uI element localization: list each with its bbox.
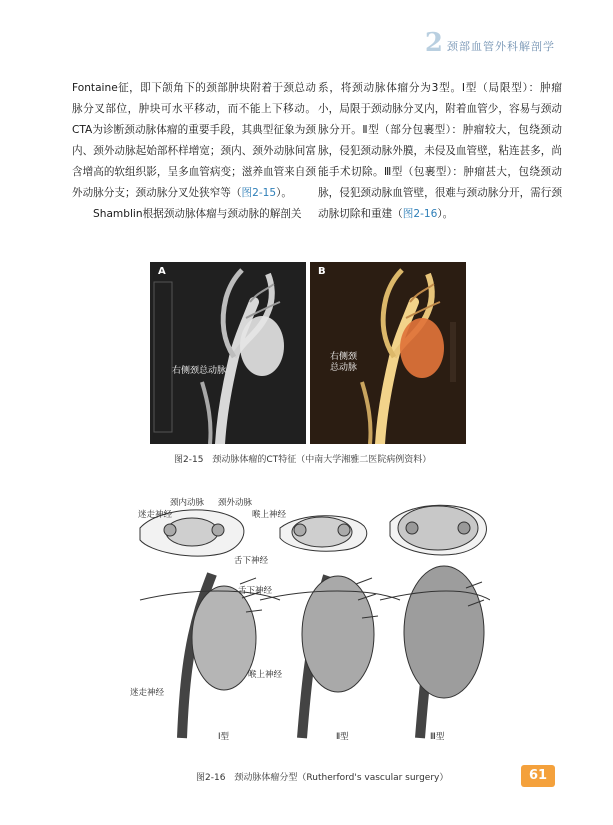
panel-b-letter: B bbox=[318, 266, 326, 277]
label-type-2: Ⅱ型 bbox=[336, 732, 349, 742]
shamblin-classification-drawing bbox=[130, 488, 490, 756]
figure-ref-2-15[interactable]: 图2-15 bbox=[241, 187, 277, 199]
panel-b-label-line1: 右侧颈 bbox=[330, 352, 358, 362]
label-vagus-top: 迷走神经 bbox=[138, 510, 173, 520]
running-header bbox=[425, 30, 555, 56]
ct-image-a bbox=[150, 262, 306, 444]
text-run: ）。 bbox=[437, 208, 454, 220]
ct-panel-b bbox=[310, 262, 466, 444]
panel-a-label: 右侧颈总动脉 bbox=[172, 366, 227, 376]
text-run: Fontaine征，即下颌角下的颈部肿块附着于颈总动脉分叉部位，肿块可水平移动，而不能上下移动。CTA为诊断颈动脉体瘤的重要手段，其典型征象为颈内、颈外动脉起始部杯样增宽；颈内、颈外动脉间富含增高的软组织影，呈多血管病变；滋养血管来自颈外动脉分支；颈动脉分叉处狭窄等（ bbox=[72, 82, 316, 199]
right-paragraph-1 bbox=[318, 78, 562, 225]
panel-a-letter: A bbox=[158, 266, 166, 277]
label-vagus-bottom: 迷走神经 bbox=[130, 688, 165, 698]
chapter-title: 颈部血管外科解剖学 bbox=[447, 40, 555, 53]
label-hypoglossal-top: 舌下神经 bbox=[234, 556, 269, 566]
figure-2-16-caption: 图2-16 颈动脉体瘤分型（Rutherford's vascular surgery） bbox=[196, 773, 449, 783]
label-type-3: Ⅲ型 bbox=[430, 732, 445, 742]
label-external-carotid: 颈外动脉 bbox=[218, 498, 253, 508]
label-sup-laryngeal-top: 喉上神经 bbox=[252, 510, 287, 520]
left-paragraph-2: Shamblin根据颈动脉体瘤与颈动脉的解剖关 bbox=[93, 208, 302, 220]
chapter-number: 2 bbox=[424, 28, 443, 58]
ct-panel-a bbox=[150, 262, 306, 444]
figure-ref-2-16[interactable]: 图2-16 bbox=[402, 208, 438, 220]
label-internal-carotid: 颈内动脉 bbox=[170, 498, 205, 508]
text-run: 系，将颈动脉体瘤分为3型。Ⅰ型（局限型）：肿瘤小，局限于颈动脉分叉内，附着血管少，容易与颈动脉分开。Ⅱ型（部分包裹型）：肿瘤较大，包绕颈动脉，侵犯颈动脉外膜，未侵及血管壁，粘连甚多，尚能手术切除。Ⅲ型（包裹型）：肿瘤甚大，包绕颈动脉，侵犯颈动脉血管壁，很难与颈动脉分开，需行颈动脉切除和重建（ bbox=[318, 82, 562, 220]
label-type-1: Ⅰ型 bbox=[218, 732, 230, 742]
figure-2-15-caption: 图2-15 颈动脉体瘤的CT特征（中南大学湘雅二医院病例资料） bbox=[174, 455, 432, 465]
left-paragraph-1 bbox=[72, 78, 316, 204]
text-run: ）。 bbox=[276, 187, 293, 199]
right-column bbox=[318, 78, 562, 225]
panel-b-label-line2: 总动脉 bbox=[330, 363, 358, 373]
label-hypoglossal-mid: 舌下神经 bbox=[238, 586, 273, 596]
label-sup-laryngeal-mid: 喉上神经 bbox=[248, 670, 283, 680]
left-column bbox=[72, 78, 316, 225]
figure-2-16-diagram bbox=[130, 488, 490, 756]
page-number: 61 bbox=[521, 765, 555, 787]
